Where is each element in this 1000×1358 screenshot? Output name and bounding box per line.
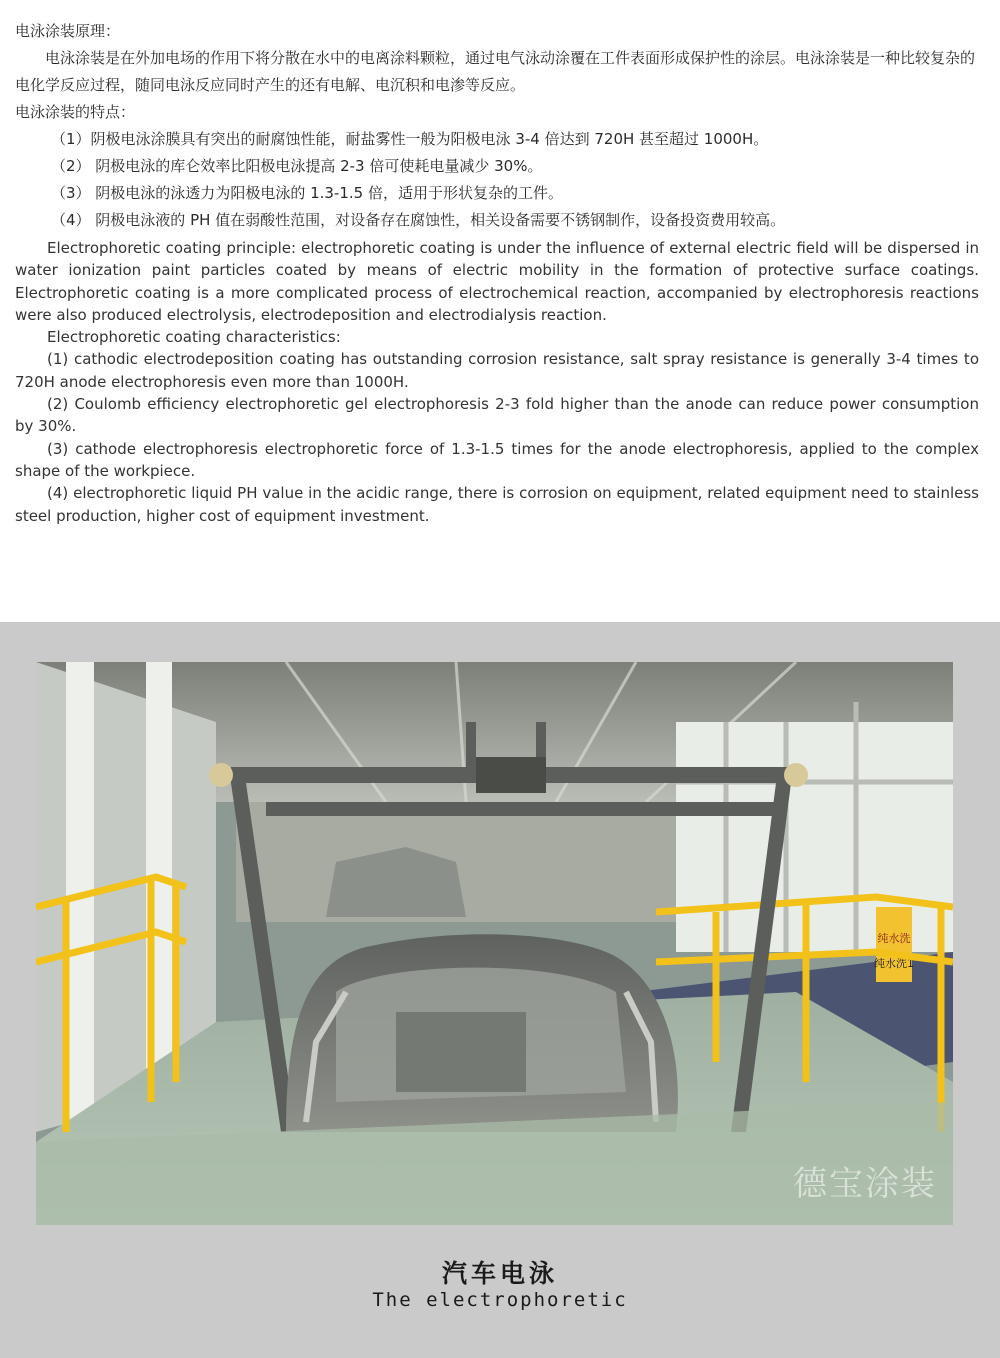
heading-characteristics-en: Electrophoretic coating characteristics: — [47, 328, 341, 347]
feature-item-cn: （4） 阴极电泳液的 PH 值在弱酸性范围，对设备存在腐蚀性，相关设备需要不锈钢制作，设备投资费用较高。 — [51, 211, 786, 229]
photo-gallery — [0, 622, 1000, 1358]
feature-item-cn: （2） 阴极电泳的库仑效率比阳极电泳提高 2-3 倍可使耗电量减少 30%。 — [51, 157, 543, 175]
paragraph-principle-en: Electrophoretic coating principle: electrophoretic coating is under the influence of external electric field will be dispersed in water ionization paint particles coated by means of electric mobility in the formation of protective surface coatings. Electrophoretic coating is a more complicated process of electrochemical reaction, accompanied by electrophoresis reactions were also produced electrolysis, electrodeposition and electrodialysis reaction. — [15, 239, 979, 324]
heading-features-cn: 电泳涂装的特点： — [15, 103, 136, 121]
photo-illustration — [36, 662, 953, 1225]
watermark: 德宝涂装 — [793, 1164, 937, 1204]
electrophoresis-line-photo — [36, 662, 953, 1225]
heading-principle-cn: 电泳涂装原理： — [15, 22, 121, 40]
caption-title-cn: 汽车电泳 — [441, 1259, 558, 1288]
sign-upper: 纯水洗 — [877, 932, 911, 945]
characteristic-item-en: (2) Coulomb efficiency electrophoretic gel electrophoresis 2-3 fold higher than the anode can reduce power consumption by 30%. — [15, 395, 979, 436]
paragraph-principle-cn: 电泳涂装是在外加电场的作用下将分散在水中的电离涂料颗粒，通过电气泳动涂覆在工件表面形成保护性的涂层。电泳涂装是一种比较复杂的电化学反应过程，随同电泳反应同时产生的还有电解、电沉积和电渗等反应。 — [15, 49, 976, 94]
article-text — [15, 18, 979, 527]
caption-title-en: The electrophoretic — [372, 1289, 628, 1311]
characteristic-item-en: (4) electrophoretic liquid PH value in the acidic range, there is corrosion on equipment, related equipment need to stainless steel production, higher cost of equipment investment. — [15, 484, 979, 525]
characteristic-item-en: (1) cathodic electrodeposition coating has outstanding corrosion resistance, salt spray resistance is generally 3-4 times to 720H anode electrophoresis even more than 1000H. — [15, 350, 979, 391]
sign-lower: 纯水洗1 — [874, 957, 914, 970]
characteristic-item-en: (3) cathode electrophoresis electrophoretic force of 1.3-1.5 times for the anode electrophoresis, applied to the complex shape of the workpiece. — [15, 439, 979, 480]
feature-item-cn: （3） 阴极电泳的泳透力为阳极电泳的 1.3-1.5 倍，适用于形状复杂的工件。 — [51, 184, 563, 202]
feature-item-cn: （1）阴极电泳涂膜具有突出的耐腐蚀性能，耐盐雾性一般为阳极电泳 3-4 倍达到 720H 甚至超过 1000H。 — [51, 130, 769, 148]
